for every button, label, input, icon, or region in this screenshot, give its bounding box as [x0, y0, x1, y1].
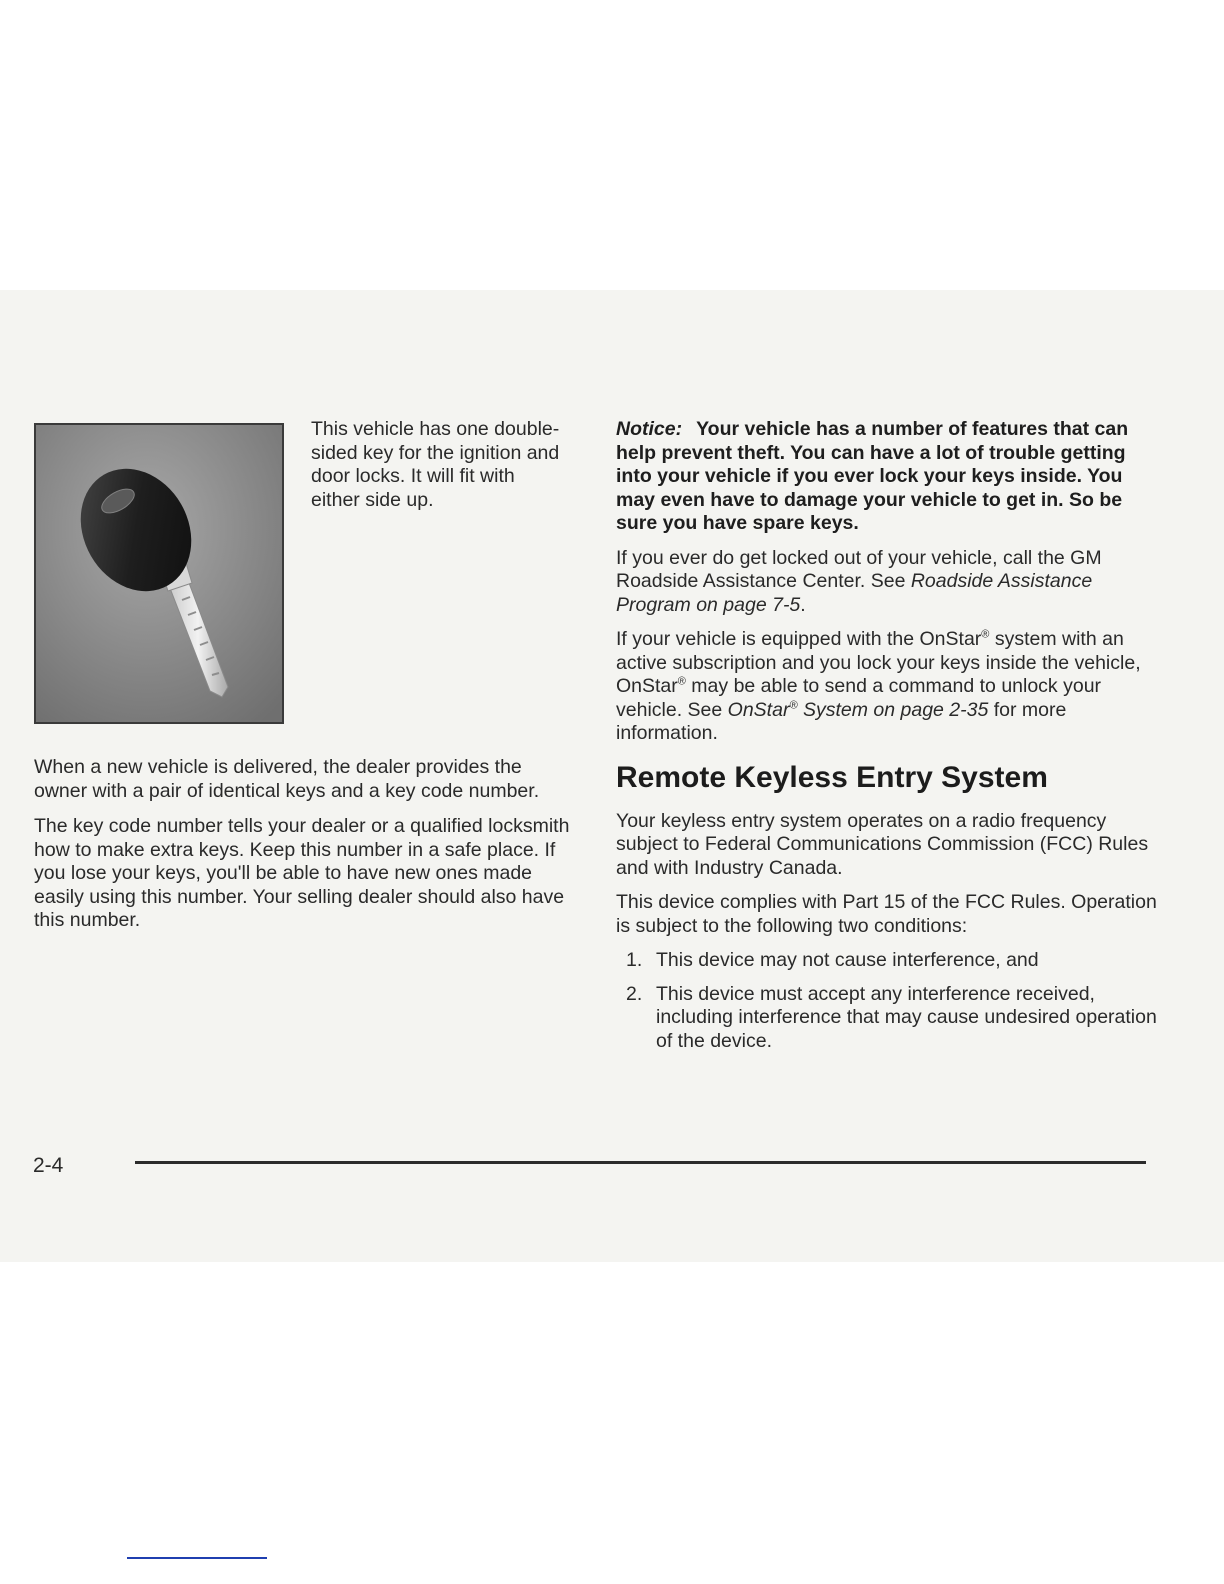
registered-mark: ®: [981, 628, 990, 641]
onstar-text-2: system with an active subscription and you lock your keys inside the vehicle, OnStar: [616, 628, 1141, 697]
list-item: [616, 983, 1161, 1054]
registered-mark: ®: [789, 699, 798, 711]
new-vehicle-paragraph: When a new vehicle is delivered, the dealer provides the owner with a pair of identical keys and a key code number.: [34, 756, 540, 802]
key-code-paragraph: The key code number tells your dealer or a qualified locksmith how to make extra keys. Keep this number in a safe place. If you lose your keys, you'll be able to have new ones made easily using this number. Your selling dealer should also have this number.: [34, 815, 570, 931]
list-item-text: This device may not cause interference, and: [656, 949, 1039, 971]
key-caption: This vehicle has one double-sided key for the ignition and door locks. It will fit with either side up.: [311, 418, 560, 511]
onstar-ref-page: System on page 2-35: [797, 698, 989, 721]
onstar-text-1: If your vehicle is equipped with the OnStar: [616, 628, 982, 650]
section-heading: Remote Keyless Entry System: [616, 760, 1048, 794]
onstar-text-3: may be able to send a command to unlock your vehicle. See: [616, 675, 1102, 721]
right-column: [616, 418, 1161, 1063]
locked-out-paragraph: [616, 547, 1161, 618]
conditions-list: [616, 949, 1161, 1053]
list-item-text: This device must accept any interference received, including interference that may cause undesired operation of the device.: [656, 982, 1157, 1052]
ignition-key-image: [34, 423, 284, 724]
list-item-number: 1.: [626, 949, 643, 971]
roadside-reference-link[interactable]: Roadside Assistance Program on page 7-5: [616, 570, 1093, 616]
fcc-compliance-paragraph: This device complies with Part 15 of the FCC Rules. Operation is subject to the following two conditions:: [616, 891, 1157, 937]
locked-out-end: .: [800, 593, 806, 616]
keyless-entry-paragraph: Your keyless entry system operates on a radio frequency subject to Federal Communications Commission (FCC) Rules and with Industry Canada.: [616, 809, 1149, 879]
notice-paragraph: [616, 418, 1161, 536]
registered-mark: ®: [677, 675, 686, 688]
locked-out-text: If you ever do get locked out of your vehicle, call the GM Roadside Assistance Center. See: [616, 546, 1102, 592]
list-item: [616, 949, 1161, 973]
page-number: 2-4: [33, 1154, 64, 1177]
footer-divider: [135, 1161, 1146, 1164]
onstar-paragraph: [616, 628, 1161, 746]
left-column: [34, 756, 574, 945]
key-illustration: [36, 425, 282, 722]
notice-label: Notice:: [616, 418, 683, 440]
bottom-link-underline: [127, 1557, 267, 1559]
notice-text: Your vehicle has a number of features that can help prevent theft. You can have a lot of trouble getting into your vehicle if you ever lock your keys inside. You may even have to damage your vehicle to get in. So be sure you have spare keys.: [616, 418, 1129, 534]
onstar-reference-link[interactable]: [728, 699, 989, 721]
onstar-ref-name: OnStar: [727, 698, 790, 721]
list-item-number: 2.: [626, 982, 643, 1005]
onstar-text-end: for more information.: [616, 698, 1067, 744]
